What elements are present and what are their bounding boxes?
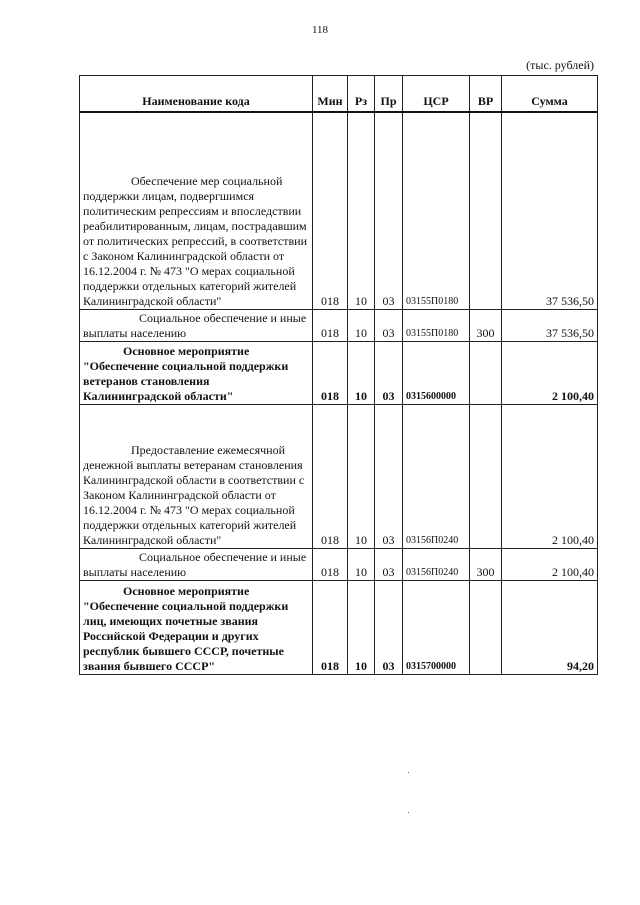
table-row [80,404,598,548]
row-sum: 2 100,40 [502,404,598,548]
row-vr: 300 [470,548,502,580]
budget-table [79,75,598,675]
table-row [80,112,598,309]
row-min: 018 [313,580,348,674]
row-sum: 37 536,50 [502,112,598,309]
row-min: 018 [313,309,348,341]
row-vr [470,341,502,404]
header-sum: Сумма [502,76,598,113]
row-sum: 94,20 [502,580,598,674]
row-csr: 03156П0240 [403,548,470,580]
row-rz: 10 [348,309,375,341]
header-row [80,76,598,113]
row-vr [470,404,502,548]
row-pr: 03 [375,309,403,341]
row-vr [470,112,502,309]
header-name: Наименование кода [80,76,313,113]
row-min: 018 [313,112,348,309]
header-csr: ЦСР [403,76,470,113]
row-rz: 10 [348,341,375,404]
row-vr: 300 [470,309,502,341]
row-csr: 03155П0180 [403,309,470,341]
row-csr: 0315700000 [403,580,470,674]
row-vr [470,580,502,674]
header-rz: Рз [348,76,375,113]
header-min: Мин [313,76,348,113]
row-pr: 03 [375,404,403,548]
row-rz: 10 [348,580,375,674]
row-name: Социальное обеспечение и иные выплаты населению [80,548,313,580]
row-sum: 2 100,40 [502,341,598,404]
row-name: Социальное обеспечение и иные выплаты населению [80,309,313,341]
row-name: Основное мероприятие "Обеспечение социальной поддержки ветеранов становления Калининградской области" [80,341,313,404]
header-pr: Пр [375,76,403,113]
row-rz: 10 [348,548,375,580]
header-vr: ВР [470,76,502,113]
row-name: Предоставление ежемесячной денежной выплаты ветеранам становления Калининградской области в соответствии с Законом Калининградской области от 16.12.2004 г. № 473 "О мерах социальной поддержки отдельных категорий жителей Калининградской области" [80,404,313,548]
row-csr: 03156П0240 [403,404,470,548]
row-pr: 03 [375,548,403,580]
row-pr: 03 [375,341,403,404]
scan-speck [408,812,409,813]
units-label: (тыс. рублей) [526,58,594,72]
table-row [80,548,598,580]
row-name: Обеспечение мер социальной поддержки лицам, подвергшимся политическим репрессиям и впоследствии реабилитированным, лицам, пострадавшим от политических репрессий, в соответствии с Законом Калининградской области от 16.12.2004 г. № 473 "О мерах социальной поддержки отдельных категорий жителей Калининградской области" [80,112,313,309]
row-rz: 10 [348,112,375,309]
row-csr: 0315600000 [403,341,470,404]
row-min: 018 [313,404,348,548]
row-min: 018 [313,341,348,404]
table-row [80,341,598,404]
row-pr: 03 [375,580,403,674]
scan-speck [408,772,409,773]
row-pr: 03 [375,112,403,309]
row-sum: 2 100,40 [502,548,598,580]
row-sum: 37 536,50 [502,309,598,341]
row-rz: 10 [348,404,375,548]
row-csr: 03155П0180 [403,112,470,309]
page-number: 118 [311,24,329,36]
row-name: Основное мероприятие "Обеспечение социальной поддержки лиц, имеющих почетные звания Российской Федерации и других республик бывшего СССР, почетные звания бывшего СССР" [80,580,313,674]
table-row [80,580,598,674]
table-row [80,309,598,341]
row-min: 018 [313,548,348,580]
